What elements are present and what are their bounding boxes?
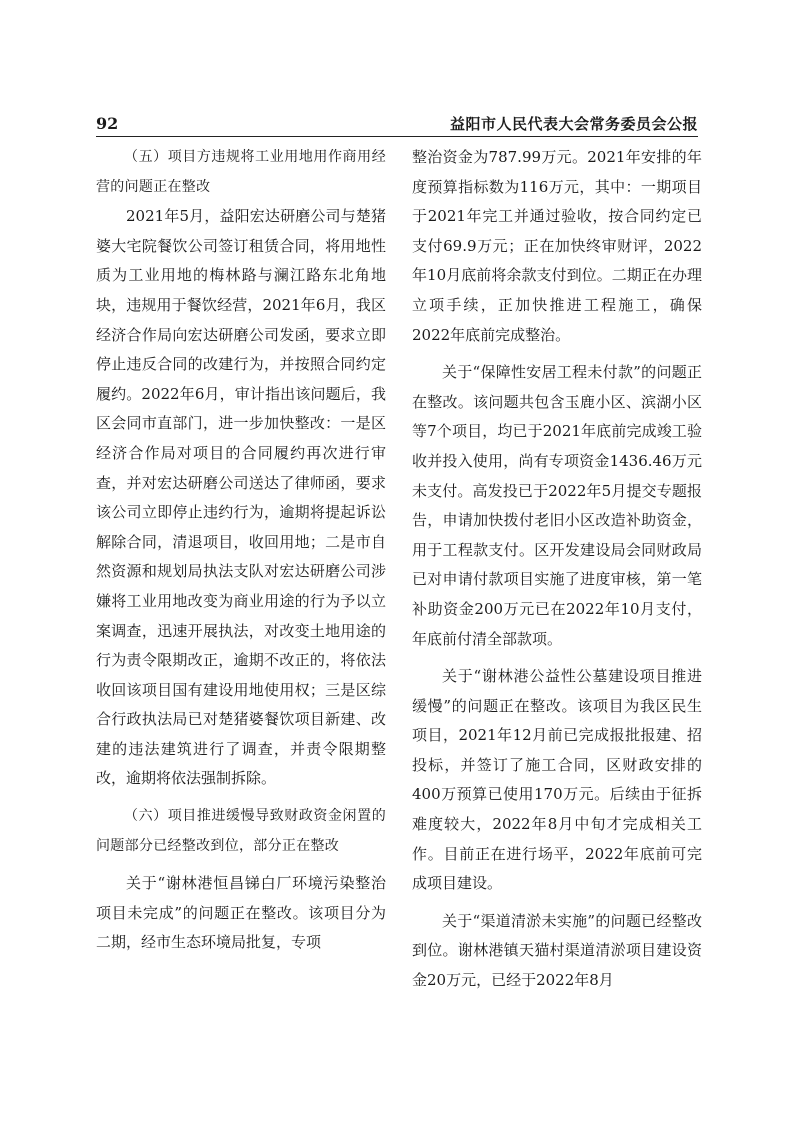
paragraph: 2021年5月，益阳宏达研磨公司与楚猪婆大宅院餐饮公司签订租赁合同，将用地性质为工业用地的梅林路与澜江路东北角地块，违规用于餐饮经营，2021年6月，我区经济合作局向宏达研磨公司发函，要求立即停止违反合同的改建行为，并按照合同约定履约。2022年6月，审计指出该问题后，我区会同市直部门，进一步加快整改：一是区经济合作局对项目的合同履约再次进行审查，并对宏达研磨公司送达了律师函，要求该公司立即停止违约行为，逾期将提起诉讼解除合同，清退项目，收回用地；二是市自然资源和规划局执法支队对宏达研磨公司涉嫌将工业用地改变为商业用途的行为予以立案调查，迅速开展执法，对改变土地用途的行为责令限期改正，逾期不改正的，将依法收回该项目国有建设用地使用权；三是区综合行政执法局已对楚猪婆餐饮项目新建、改建的违法建筑进行了调查，并责令限期整改，逾期将依法强制拆除。 [96, 207, 386, 788]
paragraph: 关于“渠道清淤未实施”的问题已经整改到位。谢林港镇天猫村渠道清淤项目建设资金20万元，已经于2022年8月 [412, 911, 702, 990]
page-number: 92 [96, 114, 119, 133]
header-rule [96, 136, 698, 137]
paragraph-continued: 整治资金为787.99万元。2021年安排的年度预算指标数为116万元，其中：一期项目于2021年完工并通过验收，按合同约定已支付69.9万元；正在加快终审财评，2022年10月底前将余款支付到位。二期正在办理立项手续，正加快推进工程施工，确保2022年底前完成整治。 [412, 148, 702, 344]
section-heading-6: （六）项目推进缓慢导致财政资金闲置的问题部分已经整改到位，部分正在整改 [96, 808, 386, 854]
paragraph: 关于“谢林港公益性公墓建设项目推进缓慢”的问题正在整改。该项目为我区民生项目，2021年12月前已完成报批报建、招投标，并签订了施工合同，区财政安排的400万预算已使用170万元。后续由于征拆难度较大，2022年8月中旬才完成相关工作。目前正在进行场平，2022年底前可完成项目建设。 [412, 667, 702, 893]
section-heading-5: （五）项目方违规将工业用地用作商用经营的问题正在整改 [96, 149, 386, 195]
paragraph: 关于“保障性安居工程未付款”的问题正在整改。该问题共包含玉鹿小区、滨湖小区等7个项目，均已于2021年底前完成竣工验收并投入使用，尚有专项资金1436.46万元未支付。高发投已于2022年5月提交专题报告，申请加快拨付老旧小区改造补助资金，用于工程款支付。区开发建设局会同财政局已对申请付款项目实施了进度审核，第一笔补助资金200万元已在2022年10月支付，年底前付清全部款项。 [412, 363, 702, 648]
paragraph: 关于“谢林港恒昌锑白厂环境污染整治项目未完成”的问题正在整改。该项目分为二期，经市生态环境局批复，专项 [96, 874, 386, 952]
right-column [412, 143, 702, 996]
page-header [96, 114, 698, 136]
left-column [96, 143, 386, 958]
journal-title: 益阳市人民代表大会常务委员会公报 [449, 115, 698, 133]
